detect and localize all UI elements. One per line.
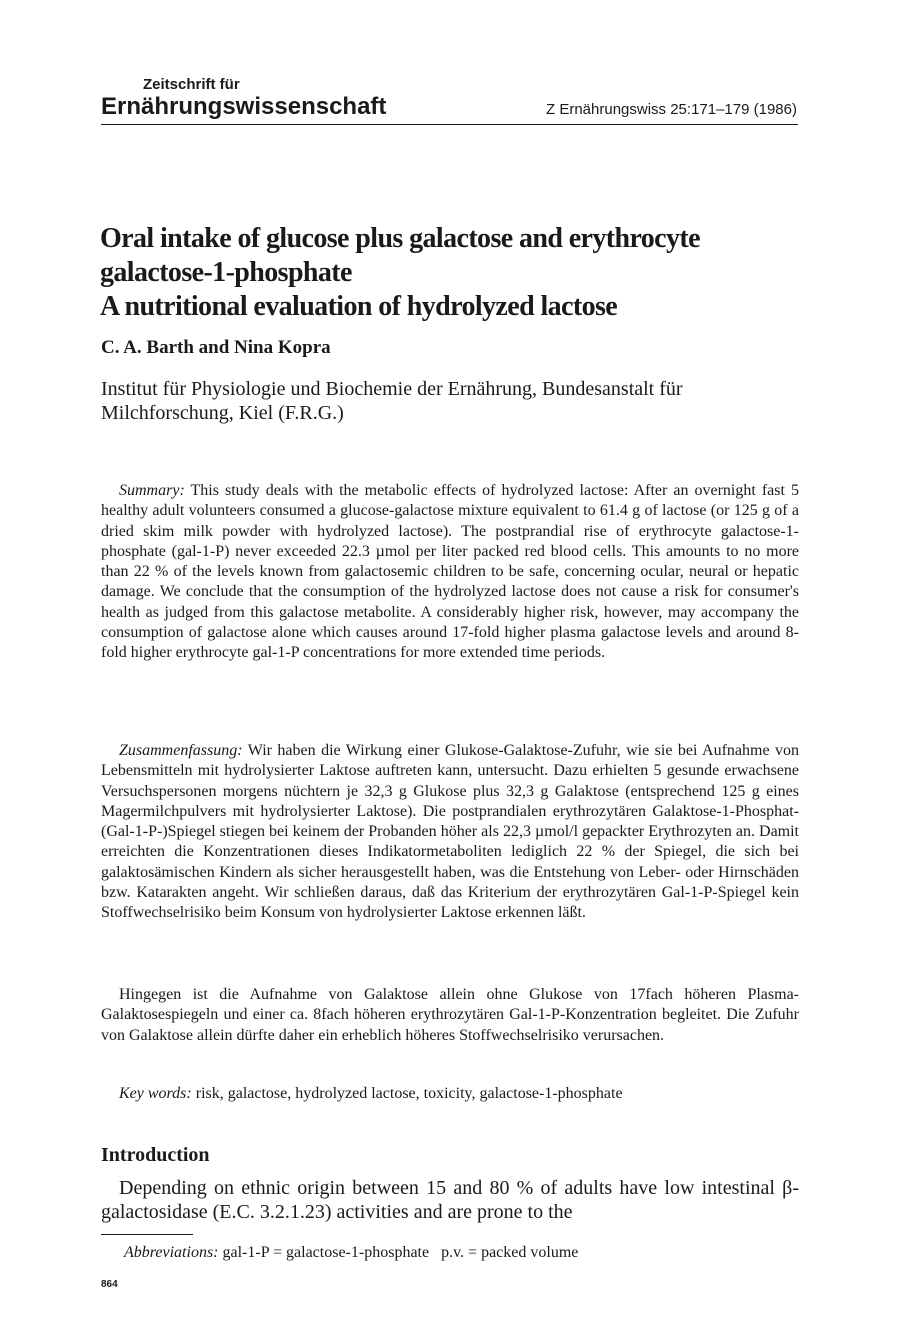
keywords-line [101, 1084, 799, 1104]
affiliation [101, 377, 801, 425]
article-title [100, 222, 800, 324]
page-number: 864 [101, 1279, 118, 1290]
summary-paragraph [101, 481, 799, 664]
authors: C. A. Barth and Nina Kopra [101, 337, 331, 358]
journal-citation: Z Ernährungswiss 25:171–179 (1986) [546, 101, 797, 118]
header-rule [101, 124, 798, 125]
footnote-rule [101, 1234, 193, 1235]
zusammenfassung-label: Zusammenfassung: [119, 742, 243, 759]
zusammenfassung-text: Wir haben die Wirkung einer Glukose-Galaktose-Zufuhr, wie sie bei Aufnahme von Lebensmitteln mit hydrolysierter Laktose auftreten kann, untersucht. Dazu erhielten 5 gesunde erwachsene Versuchspersonen morgens nüchtern je 32,3 g Glukose plus 32,3 g Galaktose (entsprechend 125 g eines Magermilchpulvers mit hydrolysierter Laktose). Die postprandialen erythrozytären Galaktose-1-Phosphat-(Gal-1-P-)Spiegel stiegen bei keinem der Probanden höher als 22,3 µmol/l gepackter Erythrozyten an. Damit erreichten die Konzentrationen dieses Indikatormetaboliten lediglich 22 % der Spiegel, die sich bei galaktosämischen Kindern als sicher herausgestellt haben, was die Entstehung von Leber- oder Hirnschäden bzw. Katarakten angeht. Wir schließen daraus, daß das Kriterium der erythrozytären Gal-1-P-Spiegel kein Stoffwechselrisiko beim Konsum von hydrolysierter Laktose erkennen läßt. [101, 742, 799, 922]
journal-name-small: Zeitschrift für [143, 76, 240, 93]
journal-name: Ernährungswissenschaft [101, 93, 387, 120]
footnote-label: Abbreviations: [124, 1244, 219, 1261]
zusammenfassung-paragraph [101, 741, 799, 924]
introduction-heading: Introduction [101, 1144, 210, 1166]
hingegen-paragraph: Hingegen ist die Aufnahme von Galaktose allein ohne Glukose von 17fach höheren Plasma-Galaktosespiegeln und einer ca. 8fach höheren erythrozytären Gal-1-P-Konzentration begleitet. Die Zufuhr von Galaktose allein dürfte daher ein erheblich höheres Stoffwechselrisiko verursachen. [101, 986, 799, 1044]
keywords-text: risk, galactose, hydrolyzed lactose, toxicity, galactose-1-phosphate [195, 1085, 623, 1102]
affiliation-line-1: Institut für Physiologie und Biochemie der Ernährung, Bundesanstalt für [101, 378, 683, 400]
footnote [124, 1244, 578, 1262]
summary-text: This study deals with the metabolic effects of hydrolyzed lactose: After an overnight fast 5 healthy adult volunteers consumed a glucose-galactose mixture equivalent to 61.4 g of lactose (or 125 g of a dried skim milk powder with hydrolyzed lactose). The postprandial rise of erythrocyte galactose-1-phosphate (gal-1-P) never exceeded 22.3 µmol per liter packed red blood cells. This amounts to no more than 22 % of the levels known from galactosemic children to be safe, concerning ocular, neural or hepatic damage. We conclude that the consumption of the hydrolyzed lactose does not cause a risk for consumer's health as judged from this galactose metabolite. A considerably higher risk, however, may accompany the consumption of galactose alone which causes around 17-fold higher plasma galactose levels and around 8-fold higher erythrocyte gal-1-P concentrations for more extended time periods. [101, 482, 799, 662]
footnote-text: gal-1-P = galactose-1-phosphate p.v. = packed volume [222, 1244, 579, 1261]
affiliation-line-2: Milchforschung, Kiel (F.R.G.) [101, 402, 344, 424]
introduction-text: Depending on ethnic origin between 15 and 80 % of adults have low intestinal β-galactosidase (E.C. 3.2.1.23) activities and are prone to the [101, 1177, 799, 1223]
title-line-3: A nutritional evaluation of hydrolyzed lactose [100, 291, 618, 322]
title-line-2: galactose-1-phosphate [100, 257, 352, 288]
title-line-1: Oral intake of glucose plus galactose and erythrocyte [100, 223, 700, 254]
summary-label: Summary: [119, 482, 185, 499]
keywords-label: Key words: [119, 1085, 192, 1102]
